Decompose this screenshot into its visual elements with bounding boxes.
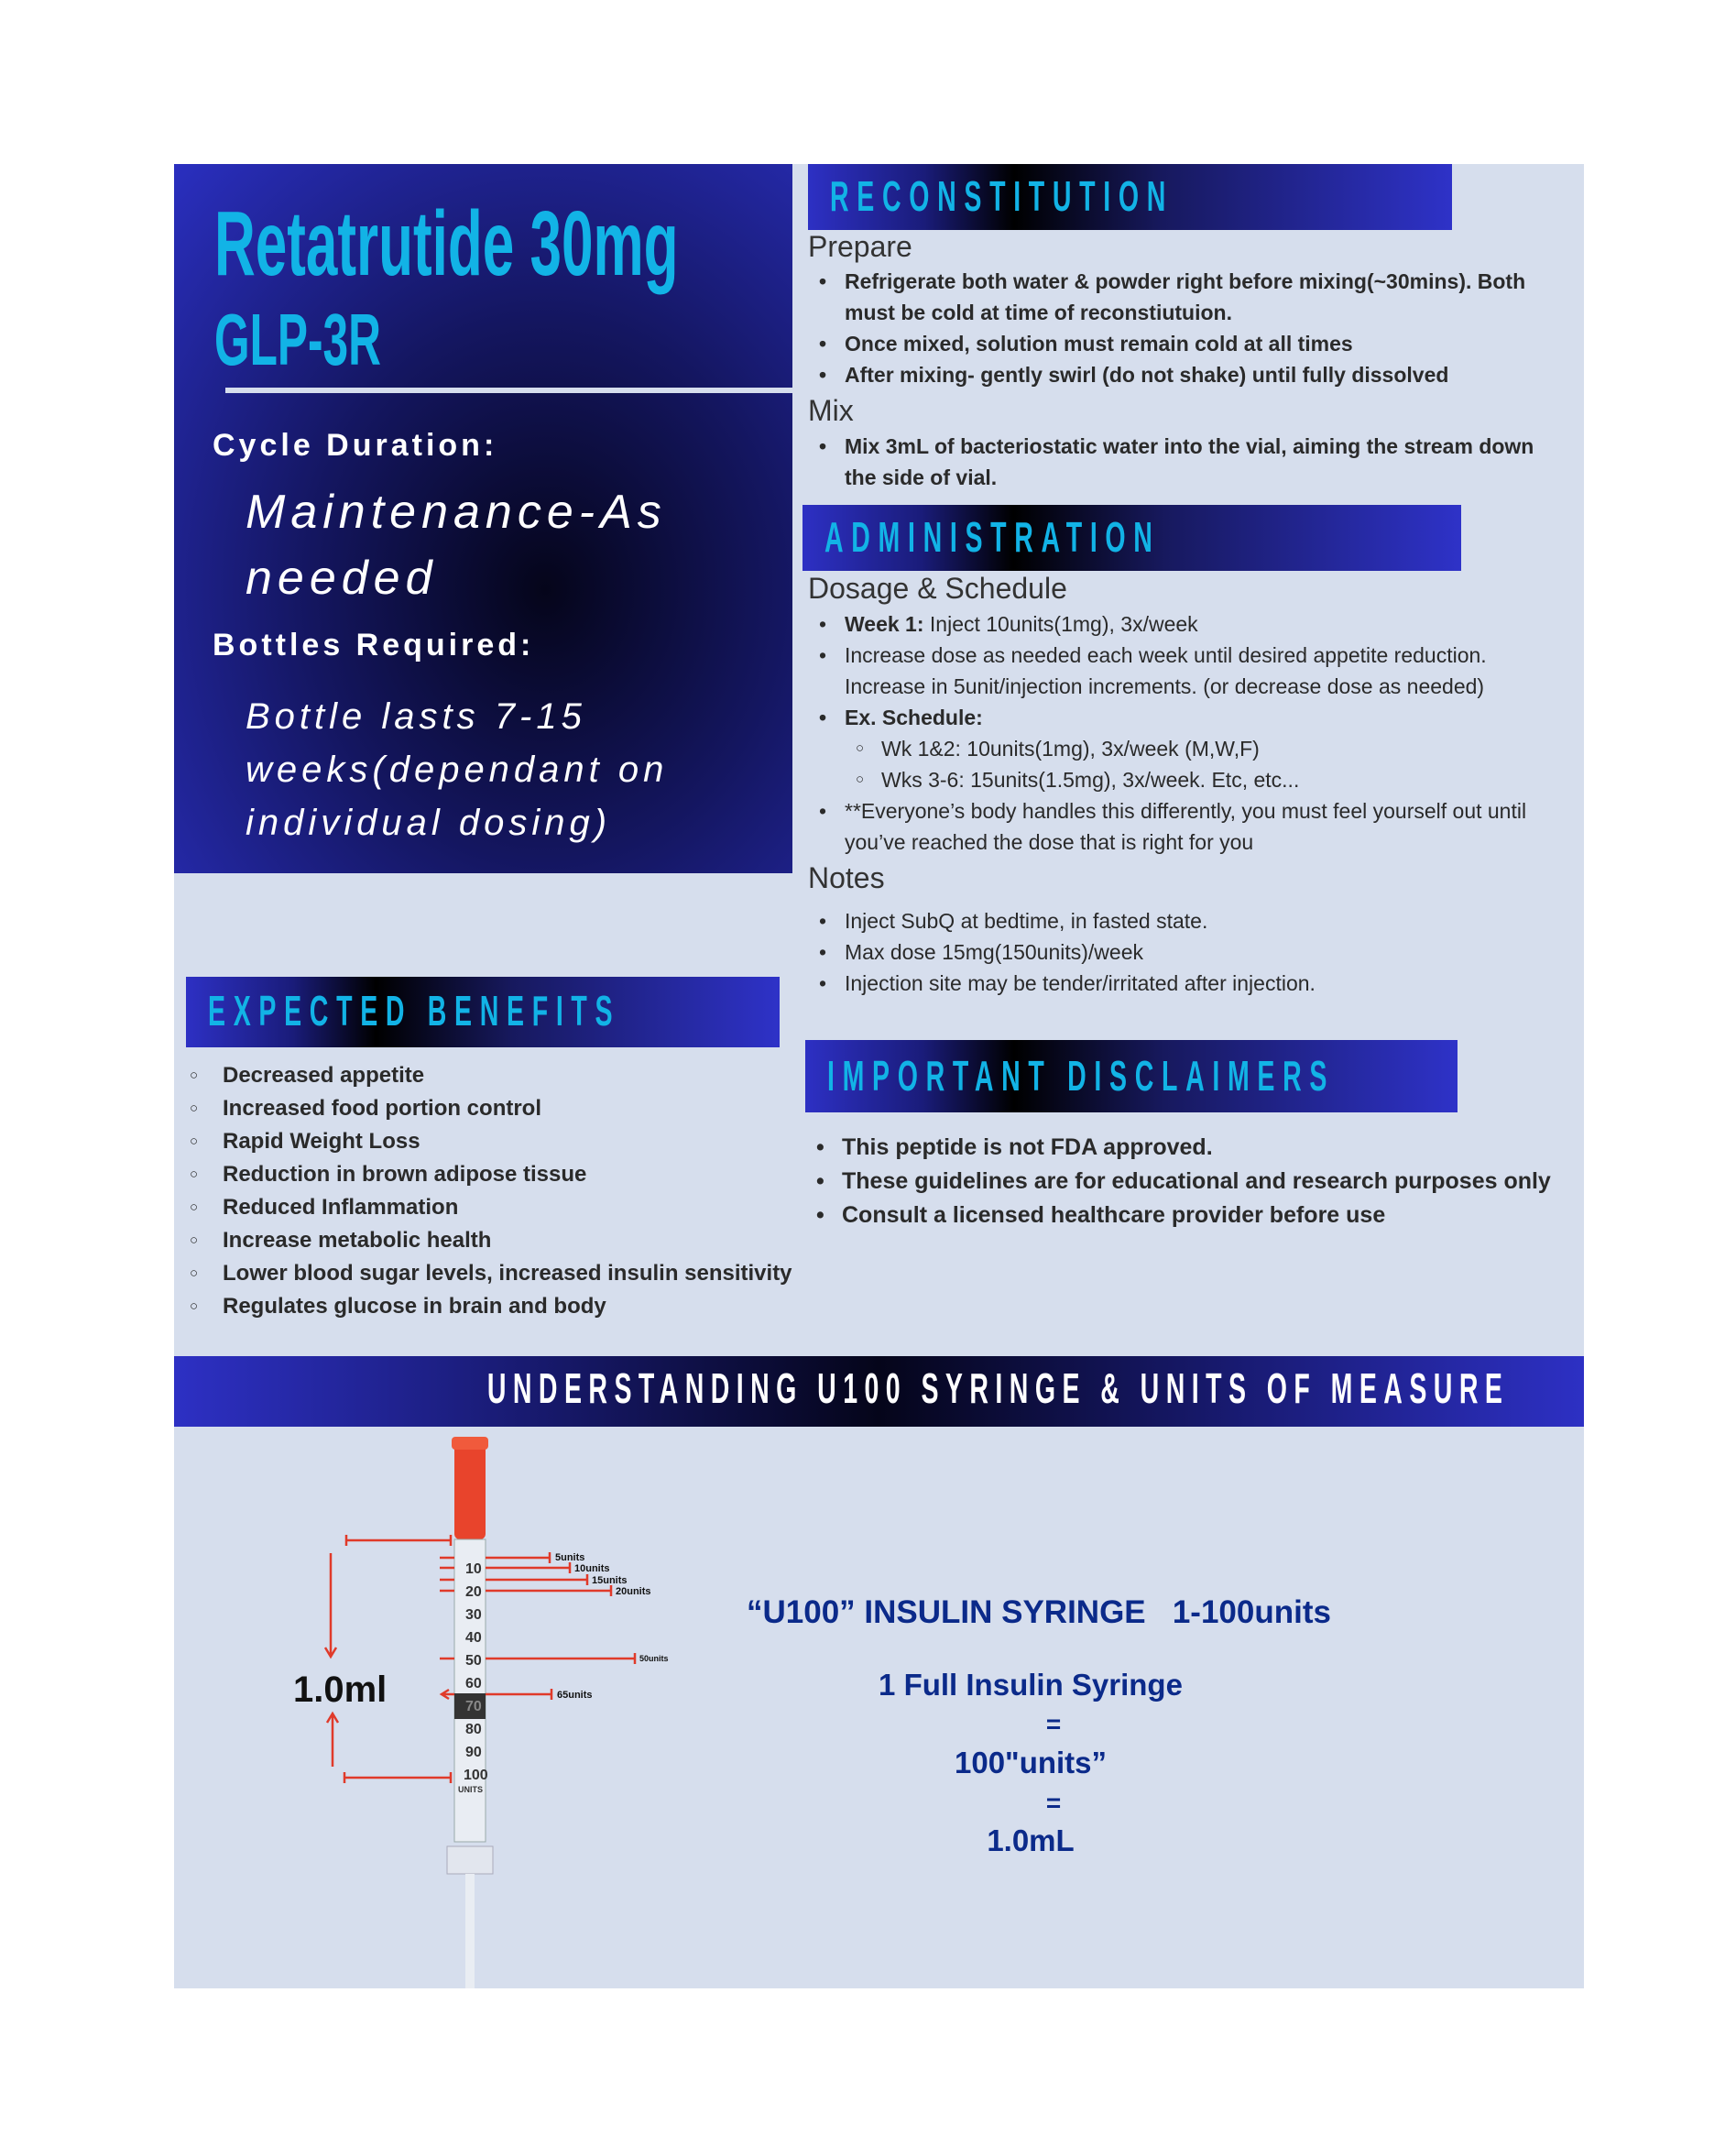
list-item: ○ Rapid Weight Loss bbox=[186, 1125, 809, 1158]
bottles-value-line: individual dosing) bbox=[246, 803, 612, 843]
marker-label: 10units bbox=[574, 1563, 610, 1574]
benefits-title: EXPECTED BENEFITS bbox=[208, 987, 621, 1035]
dosage-heading: Dosage & Schedule bbox=[808, 572, 1067, 605]
list-item bbox=[808, 608, 1559, 640]
marker-label: 15units bbox=[592, 1575, 628, 1586]
scale-label: 100 bbox=[464, 1768, 488, 1783]
bottles-value-line: weeks(dependant on bbox=[246, 750, 669, 790]
hero-panel bbox=[174, 164, 792, 873]
notes-heading: Notes bbox=[808, 861, 885, 894]
syringe-illustration bbox=[275, 1429, 687, 1988]
list-item: • Refrigerate both water & powder right before mixing(~30mins). Both must be cold at time of reconstiutuion. bbox=[808, 266, 1559, 328]
list-item: • Ex. Schedule: bbox=[808, 702, 1559, 733]
list-item: • After mixing- gently swirl (do not shake) until fully dissolved bbox=[808, 359, 1559, 390]
list-item: • **Everyone’s body handles this differently, you must feel yourself out until you’ve reached the dose that is right for you bbox=[808, 795, 1559, 858]
bottles-label: Bottles Required: bbox=[213, 628, 535, 662]
disclaimers-header bbox=[805, 1040, 1458, 1112]
list-item: • This peptide is not FDA approved. bbox=[805, 1131, 1575, 1165]
list-item: • Mix 3mL of bacteriostatic water into the vial, aiming the stream down the side of vial. bbox=[808, 431, 1559, 493]
syringe-headline: “U100” INSULIN SYRINGE 1-100units bbox=[747, 1594, 1331, 1630]
administration-title: ADMINISTRATION bbox=[824, 513, 1161, 561]
disclaimers-list bbox=[805, 1131, 1575, 1232]
equation-line-2: 100"units” bbox=[954, 1746, 1108, 1779]
list-item: • Consult a licensed healthcare provider before use bbox=[805, 1199, 1575, 1232]
mix-list bbox=[808, 431, 1559, 493]
list-item: ○ Lower blood sugar levels, increased insulin sensitivity bbox=[186, 1257, 809, 1290]
equals-sign: = bbox=[1045, 1710, 1062, 1738]
reconstitution-title: RECONSTITUTION bbox=[830, 172, 1174, 220]
prepare-list bbox=[808, 266, 1559, 390]
equation-line-1: 1 Full Insulin Syringe bbox=[879, 1668, 1183, 1702]
week1-text: Inject 10units(1mg), 3x/week bbox=[923, 612, 1198, 636]
marker-label: 5units bbox=[555, 1552, 585, 1563]
list-item: ○ Increase metabolic health bbox=[186, 1224, 809, 1257]
list-item: ○ Reduction in brown adipose tissue bbox=[186, 1158, 809, 1191]
list-item: • These guidelines are for educational and research purposes only bbox=[805, 1165, 1575, 1199]
notes-list bbox=[808, 905, 1559, 999]
scale-label: 90 bbox=[465, 1745, 482, 1760]
scale-label: 40 bbox=[465, 1630, 482, 1646]
benefits-header bbox=[186, 977, 780, 1047]
marker-label: 20units bbox=[616, 1586, 651, 1597]
marker-labels bbox=[555, 1552, 669, 1701]
list-item: ○ Regulates glucose in brain and body bbox=[186, 1290, 809, 1323]
week1-label: Week 1: bbox=[845, 612, 924, 636]
list-item: ○ Increased food portion control bbox=[186, 1092, 809, 1125]
equals-sign: = bbox=[1045, 1789, 1062, 1817]
cycle-label: Cycle Duration: bbox=[213, 428, 498, 463]
list-item: ○ Wk 1&2: 10units(1mg), 3x/week (M,W,F) bbox=[808, 733, 1559, 764]
marker-label: 65units bbox=[557, 1690, 593, 1701]
marker-label: 50units bbox=[639, 1654, 669, 1663]
list-item: ○ Decreased appetite bbox=[186, 1059, 809, 1092]
equation-line-3: 1.0mL bbox=[987, 1823, 1075, 1857]
product-subtitle: GLP-3R bbox=[214, 299, 381, 380]
prepare-heading: Prepare bbox=[808, 230, 912, 263]
administration-header bbox=[802, 505, 1461, 571]
mix-heading: Mix bbox=[808, 394, 854, 427]
benefits-list bbox=[186, 1059, 809, 1323]
syringe-banner-title: UNDERSTANDING U100 SYRINGE & UNITS OF MEASURE bbox=[486, 1364, 1510, 1412]
units-label: UNITS bbox=[458, 1785, 483, 1794]
cycle-value-2: needed bbox=[246, 552, 438, 605]
list-item: • Max dose 15mg(150units)/week bbox=[808, 936, 1559, 968]
scale-label: 50 bbox=[465, 1653, 482, 1669]
list-item: • Inject SubQ at bedtime, in fasted state. bbox=[808, 905, 1559, 936]
scale-label: 70 bbox=[465, 1699, 482, 1714]
bottles-value-line: Bottle lasts 7-15 bbox=[246, 696, 586, 737]
scale-label: 20 bbox=[465, 1584, 482, 1600]
reconstitution-header bbox=[808, 164, 1452, 230]
syringe-banner bbox=[174, 1356, 1584, 1427]
list-item: • Increase dose as needed each week until desired appetite reduction. Increase in 5unit/injection increments. (or decrease dose as needed) bbox=[808, 640, 1559, 702]
cycle-value-1: Maintenance-As bbox=[246, 486, 667, 539]
scale-label: 80 bbox=[465, 1722, 482, 1737]
divider bbox=[225, 388, 792, 393]
disclaimers-title: IMPORTANT DISCLAIMERS bbox=[827, 1052, 1336, 1100]
list-item: • Injection site may be tender/irritated after injection. bbox=[808, 968, 1559, 999]
scale-label: 60 bbox=[465, 1676, 482, 1692]
list-item: ○ Reduced Inflammation bbox=[186, 1191, 809, 1224]
scale-label: 10 bbox=[465, 1561, 482, 1577]
dosage-list bbox=[808, 608, 1559, 858]
volume-label: 1.0ml bbox=[293, 1670, 388, 1710]
scale-label: 30 bbox=[465, 1607, 482, 1623]
list-item: • Once mixed, solution must remain cold at all times bbox=[808, 328, 1559, 359]
list-item: ○ Wks 3-6: 15units(1.5mg), 3x/week. Etc, etc... bbox=[808, 764, 1559, 795]
product-title: Retatrutide 30mg bbox=[214, 192, 679, 295]
